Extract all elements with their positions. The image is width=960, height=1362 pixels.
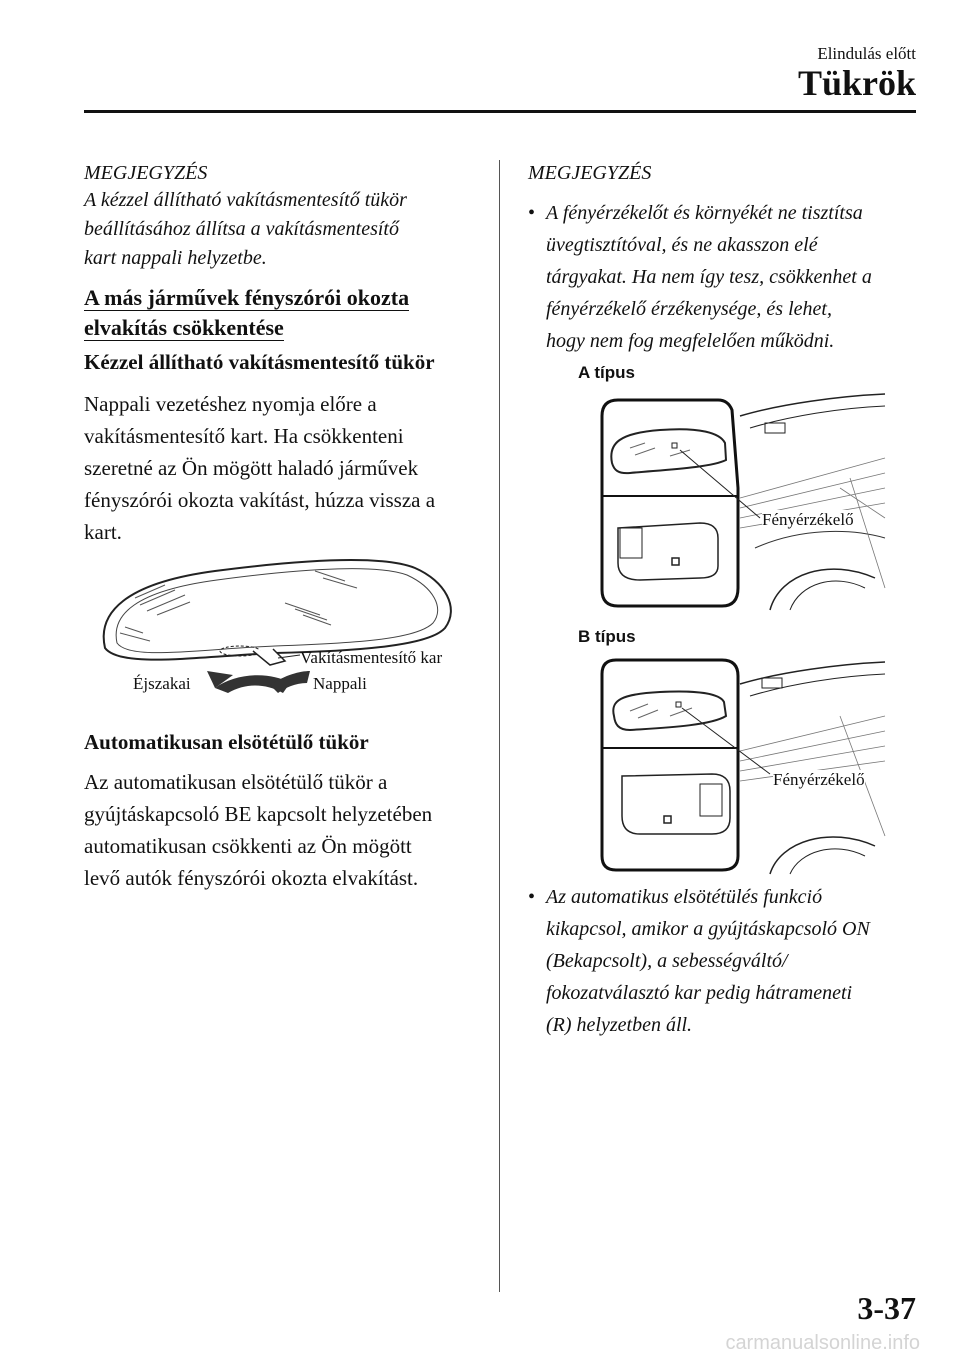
subheading-manual-mirror: Kézzel állítható vakításmentesítő tükör	[84, 350, 435, 374]
section-heading: A más járművek fényszórói okozta elvakítás csökkentése	[84, 285, 410, 340]
day-label: Nappali	[313, 674, 367, 693]
page-number: 3-37	[857, 1290, 916, 1326]
right-note-heading: MEGJEGYZÉS	[528, 162, 652, 184]
manual-mirror-paragraph: Nappali vezetéshez nyomja előre a vakításmentesítő kart. Ha csökkenteni szeretné az Ön mögött haladó járművek fényszórói okozta vakítást, húzza vissza a kart.	[84, 392, 436, 544]
section-title: Elindulás előtt	[817, 44, 916, 63]
type-b-illustration	[600, 656, 890, 874]
note-bullet-sensor-cleaning: • A fényérzékelőt és környékét ne tisztítsa üvegtisztítóval, és ne akasszon elé tárgyakat. Ha nem így tesz, csökkenhet a fényérzékelő érzékenysége, és lehet, hogy nem fog megfelelően működni.	[528, 202, 872, 352]
note-bullet-reverse-gear: • Az automatikus elsötétülés funkció kikapcsol, amikor a gyújtáskapcsoló ON (Bekapcsolt), a sebességváltó/ fokozatválasztó kar pedig hátrameneti (R) helyzetben áll.	[528, 886, 870, 1036]
type-a-sensor-label: Fényérzékelő	[762, 510, 854, 529]
header-rule	[84, 110, 916, 113]
type-a-illustration	[600, 388, 890, 610]
column-divider	[499, 160, 500, 1292]
page-title: Tükrök	[797, 63, 916, 103]
left-note-text: A kézzel állítható vakításmentesítő tükör beállításához állítsa a vakításmentesítő kart nappali helyzetbe.	[84, 189, 407, 269]
night-label: Éjszakai	[133, 674, 191, 693]
auto-mirror-paragraph: Az automatikusan elsötétülő tükör a gyújtáskapcsoló BE kapcsolt helyzetében automatikusan csökkenti az Ön mögött levő autók fényszórói okozta elvakítást.	[84, 770, 433, 890]
lever-label: Vakításmentesítő kar	[300, 648, 443, 667]
left-note-heading: MEGJEGYZÉS	[84, 162, 208, 184]
type-b-label: B típus	[578, 627, 636, 646]
subheading-auto-mirror: Automatikusan elsötétülő tükör	[84, 730, 369, 754]
type-b-sensor-label: Fényérzékelő	[773, 770, 865, 789]
watermark: carmanualsonline.info	[725, 1332, 920, 1354]
type-a-label: A típus	[578, 363, 635, 382]
